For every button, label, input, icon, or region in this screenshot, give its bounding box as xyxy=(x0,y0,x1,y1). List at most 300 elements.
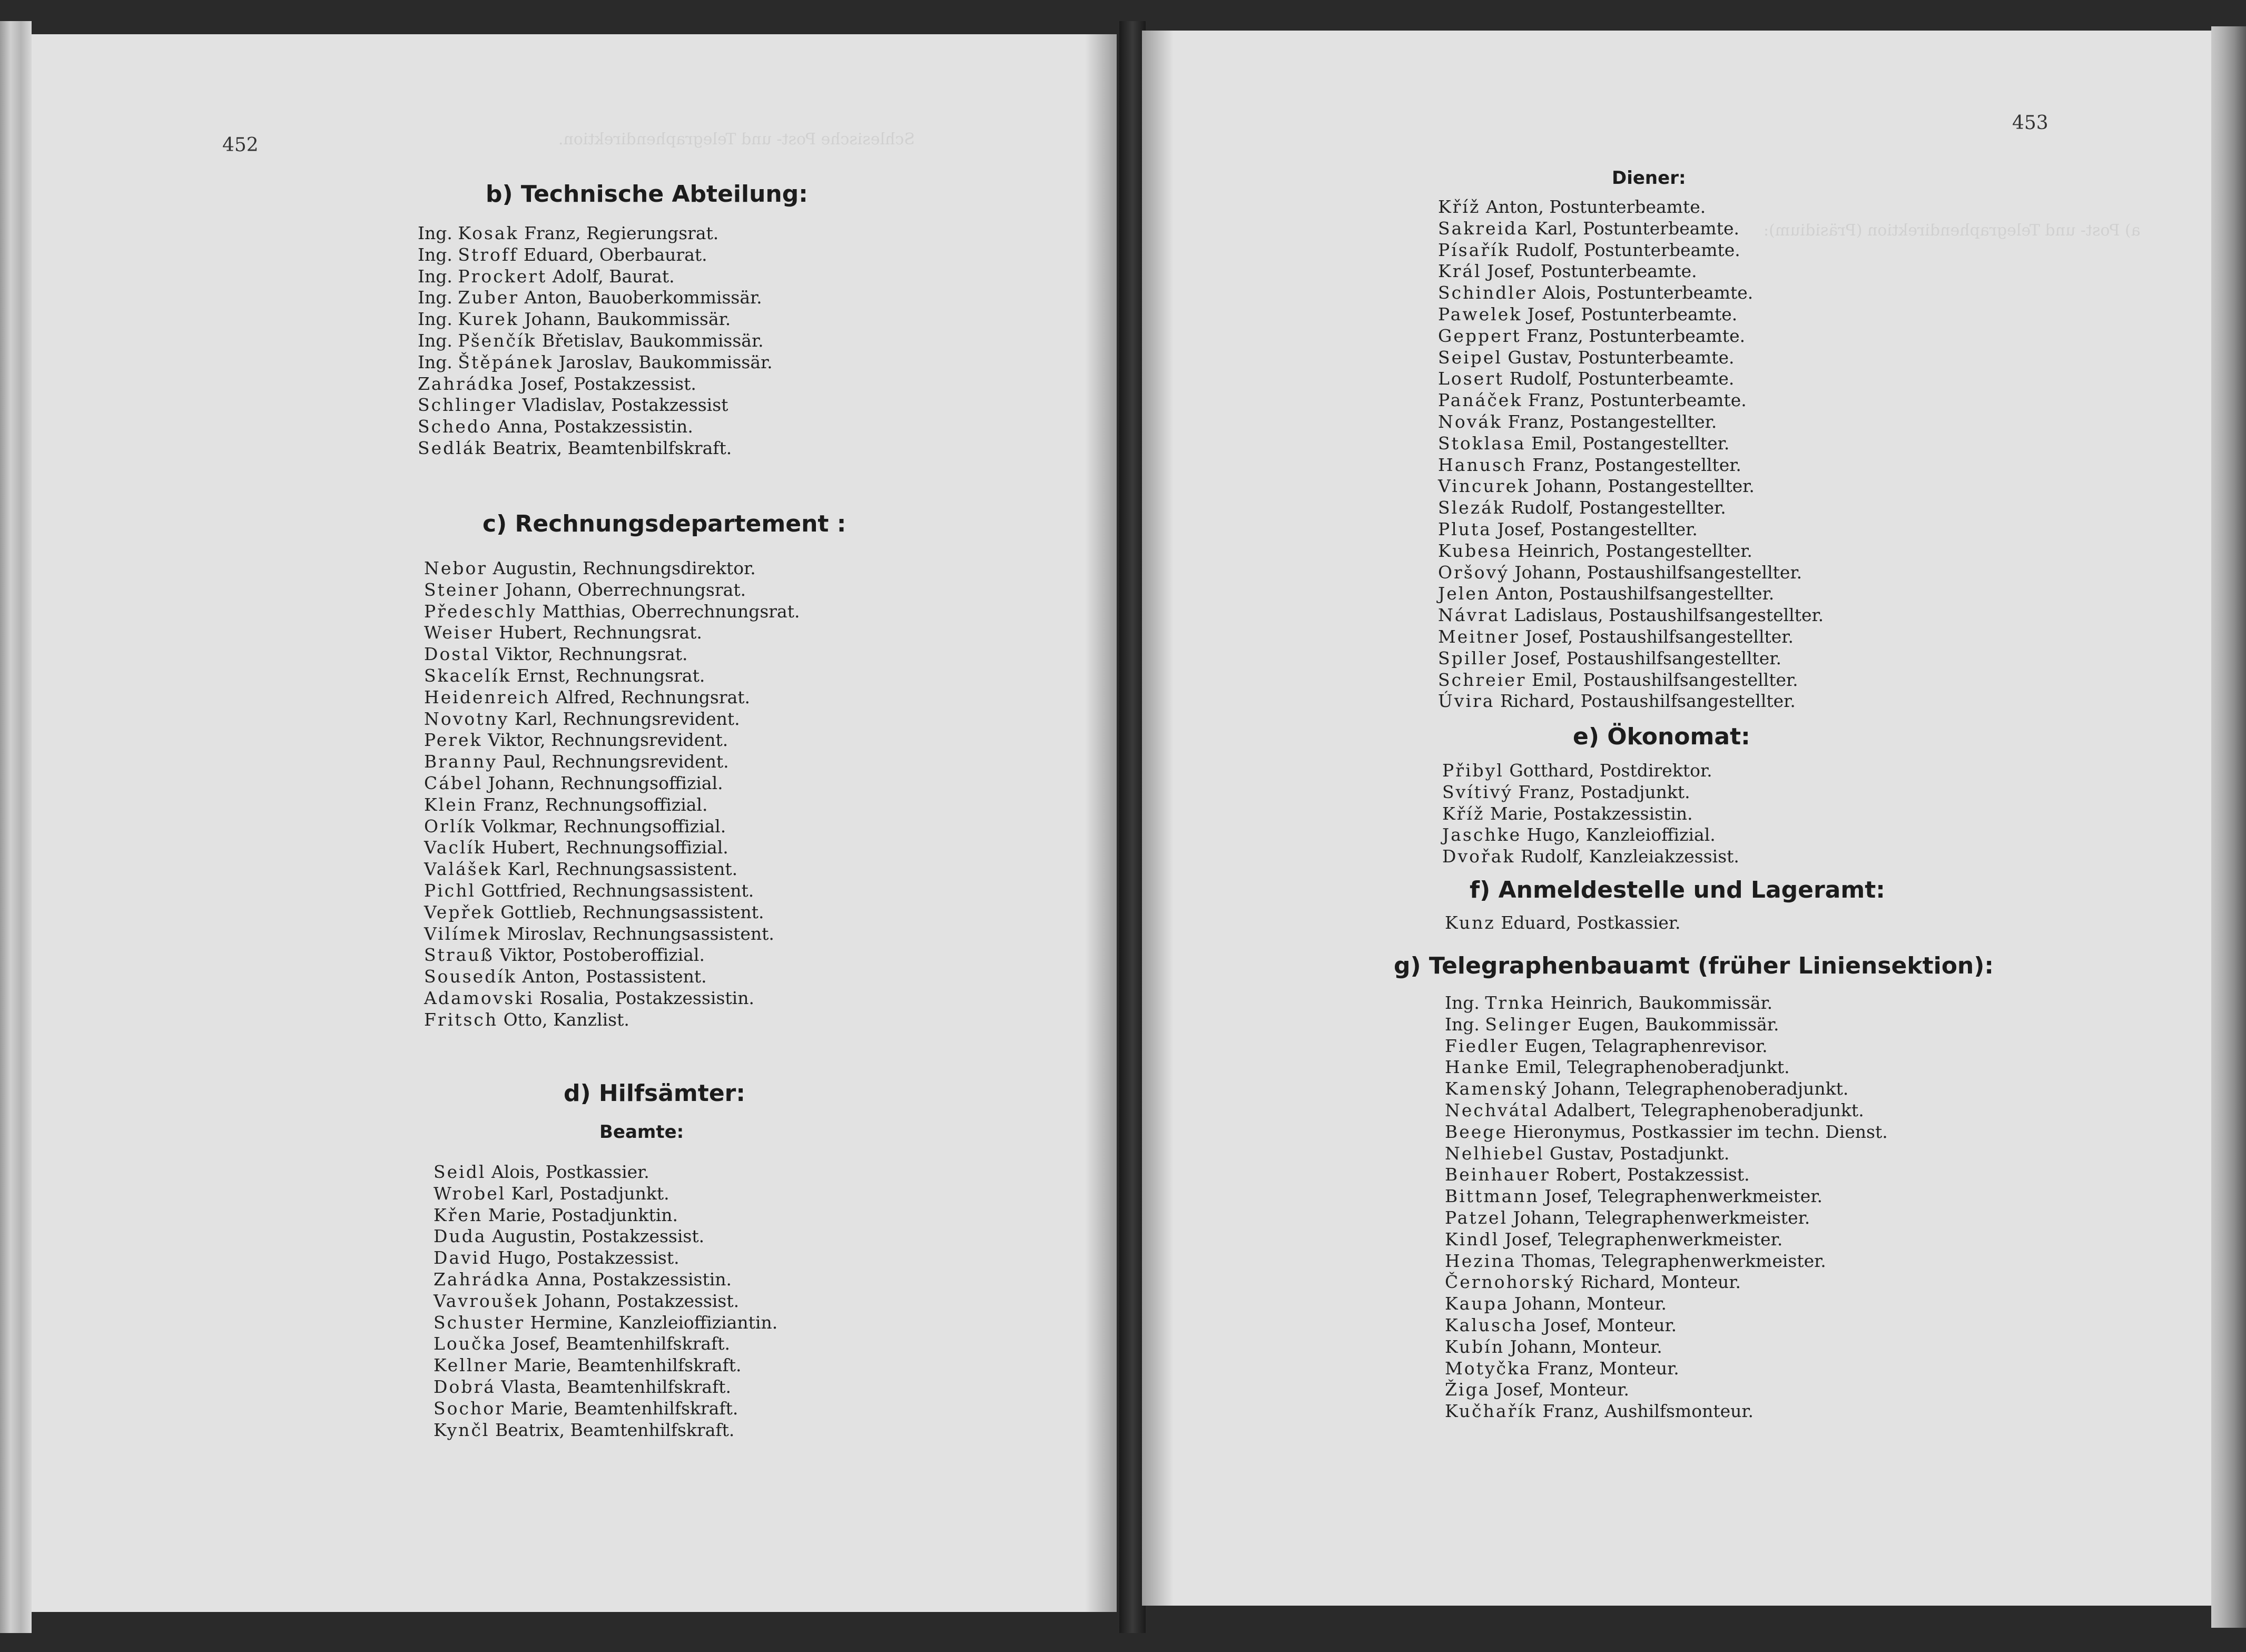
entry-details: Karl, Rechnungsassistent. xyxy=(507,859,738,880)
list-item xyxy=(424,687,800,709)
entry-details: Jaroslav, Baukommissär. xyxy=(558,351,773,372)
list-item xyxy=(1438,605,1824,626)
entry-details: Franz, Monteur. xyxy=(1537,1358,1679,1379)
entry-details: Johann, Telegraphenwerkmeister. xyxy=(1513,1207,1810,1228)
entry-details: Johann, Postangestellter. xyxy=(1535,476,1755,497)
entry-name: Meitner xyxy=(1438,626,1520,647)
list-item xyxy=(1445,1057,1888,1078)
list-item xyxy=(1445,1186,1888,1207)
entry-details: Robert, Postakzessist. xyxy=(1555,1164,1750,1185)
list-item xyxy=(418,309,773,330)
list-item xyxy=(1445,1164,1888,1186)
list-item xyxy=(1445,1036,1888,1057)
entry-name: Beege xyxy=(1445,1121,1508,1142)
list-item xyxy=(1445,1379,1888,1401)
book-edge-right xyxy=(2211,26,2246,1628)
entry-name: Beinhauer xyxy=(1445,1164,1551,1185)
entry-name: Panáček xyxy=(1438,390,1523,411)
entry-name: Jaschke xyxy=(1442,824,1522,845)
entry-details: Marie, Postakzessistin. xyxy=(1490,803,1693,824)
entry-details: Josef, Monteur. xyxy=(1543,1314,1677,1335)
entry-details: Franz, Regierungsrat. xyxy=(524,223,719,243)
entry-details: Josef, Postunterbeamte. xyxy=(1527,303,1738,324)
list-item xyxy=(424,945,800,966)
entry-details: Alois, Postkassier. xyxy=(491,1162,649,1182)
entry-name: Steiner xyxy=(424,579,500,600)
entry-name: Seipel xyxy=(1438,347,1502,368)
list-item xyxy=(1445,1229,1888,1251)
entry-details: Richard, Postaushilfsangestellter. xyxy=(1500,691,1796,712)
entry-name: Vaclík xyxy=(424,837,487,858)
entry-name: Patzel xyxy=(1445,1207,1508,1228)
list-item xyxy=(1445,1122,1888,1143)
entry-name: Klein xyxy=(424,794,478,815)
entry-name: Kynčl xyxy=(434,1419,490,1440)
entry-details: Volkmar, Rechnungsoffizial. xyxy=(481,815,726,837)
list-item xyxy=(1438,519,1824,540)
entry-name: Svítivý xyxy=(1442,781,1513,802)
book-edge-left xyxy=(0,21,32,1633)
list-item xyxy=(434,1312,777,1334)
entry-prefix: Ing. xyxy=(418,266,452,287)
list-item xyxy=(424,1009,800,1031)
entry-name: Schreier xyxy=(1438,669,1526,690)
list-item xyxy=(1445,992,1888,1014)
entry-details: Gottlieb, Rechnungsassistent. xyxy=(500,901,764,922)
entry-name: Fritsch xyxy=(424,1009,498,1030)
list-item xyxy=(1438,455,1824,476)
list-item xyxy=(418,330,773,352)
list-item xyxy=(1438,261,1824,282)
list-item xyxy=(424,880,800,902)
entry-details: Heinrich, Baukommissär. xyxy=(1550,992,1773,1013)
list-item xyxy=(418,266,773,288)
entry-details: Thomas, Telegraphenwerkmeister. xyxy=(1521,1250,1826,1271)
list-item xyxy=(1438,411,1824,433)
entry-details: Johann, Postaushilfsangestellter. xyxy=(1514,562,1802,583)
entry-name: Schlinger xyxy=(418,395,517,416)
section-heading-oekonomat: e) Ökonomat: xyxy=(1573,723,1750,750)
section-heading-diener: Diener: xyxy=(1612,168,1686,189)
entry-details: Miroslav, Rechnungsassistent. xyxy=(507,923,774,944)
entry-name: Strauß xyxy=(424,945,494,966)
section-heading-rechnungsdepartement: c) Rechnungsdepartement : xyxy=(482,510,846,537)
entry-list-diener xyxy=(1438,196,1824,712)
list-item xyxy=(1445,1401,1888,1422)
entry-details: Beatrix, Beamtenhilfskraft. xyxy=(495,1419,735,1440)
entry-name: Hanke xyxy=(1445,1057,1511,1078)
entry-list-hilfsaemter xyxy=(434,1162,777,1441)
list-item xyxy=(1438,691,1824,712)
entry-details: Marie, Beamtenhilfskraft. xyxy=(510,1398,738,1419)
entry-name: Úvira xyxy=(1438,691,1495,712)
entry-details: Richard, Monteur. xyxy=(1580,1272,1741,1293)
list-item xyxy=(1438,648,1824,670)
entry-details: Ernst, Rechnungsrat. xyxy=(516,665,705,686)
entry-details: Gustav, Postunterbeamte. xyxy=(1508,347,1735,368)
entry-name: Návrat xyxy=(1438,605,1509,626)
entry-name: Nelhiebel xyxy=(1445,1143,1544,1164)
entry-details: Beatrix, Beamtenbilfskraft. xyxy=(492,437,732,458)
entry-name: Vepřek xyxy=(424,901,495,922)
entry-name: Cábel xyxy=(424,772,483,793)
entry-name: Schuster xyxy=(434,1312,525,1333)
bleed-through-shadow: Schlesische Post- und Telegraphendirektion. xyxy=(558,130,915,149)
list-item xyxy=(418,223,773,244)
section-heading-anmeldestelle: f) Anmeldestelle und Lageramt: xyxy=(1470,877,1885,903)
entry-name: Jelen xyxy=(1438,583,1491,604)
left-page xyxy=(32,34,1117,1612)
entry-details: Eugen, Telagraphenrevisor. xyxy=(1524,1035,1768,1056)
entry-name: Kříž xyxy=(1438,196,1481,217)
entry-prefix: Ing. xyxy=(418,351,452,372)
entry-details: Johann, Baukommissär. xyxy=(524,309,731,330)
entry-name: Sochor xyxy=(434,1398,505,1419)
left-page-gutter-shadow xyxy=(1085,34,1117,1612)
list-item xyxy=(1438,304,1824,326)
entry-details: Josef, Telegraphenwerkmeister. xyxy=(1504,1228,1783,1250)
entry-details: Hugo, Postakzessist. xyxy=(497,1247,679,1268)
entry-details: Anna, Postakzessistin. xyxy=(497,416,693,437)
entry-list-oekonomat xyxy=(1442,760,1739,868)
list-item xyxy=(424,709,800,730)
entry-details: Adolf, Baurat. xyxy=(552,266,675,287)
entry-name: Branny xyxy=(424,751,497,772)
entry-name: Kosak xyxy=(458,223,519,243)
entry-list-telegraphenbauamt xyxy=(1445,992,1888,1422)
entry-details: Josef, Beamtenhilfskraft. xyxy=(512,1333,730,1354)
right-page-gutter-shadow xyxy=(1142,31,1174,1606)
entry-name: Král xyxy=(1438,261,1482,282)
entry-name: Kamenský xyxy=(1445,1078,1548,1099)
entry-name: Nechvátal xyxy=(1445,1099,1549,1120)
entry-details: Josef, Postangestellter. xyxy=(1497,518,1698,539)
list-item xyxy=(1445,1143,1888,1165)
entry-details: Anton, Bauoberkommissär. xyxy=(524,287,762,308)
entry-details: Anton, Postaushilfsangestellter. xyxy=(1495,583,1775,604)
entry-details: Heinrich, Postangestellter. xyxy=(1517,540,1752,561)
list-item xyxy=(434,1376,777,1398)
entry-name: Weiser xyxy=(424,622,494,643)
entry-details: Franz, Postadjunkt. xyxy=(1518,781,1690,802)
list-item xyxy=(424,622,800,644)
entry-name: Pawelek xyxy=(1438,303,1522,324)
bleed-through-shadow: a) Post- und Telegraphendirektion (Präsidium): xyxy=(1764,221,2141,240)
list-item xyxy=(424,601,800,623)
list-item xyxy=(434,1333,777,1355)
list-item xyxy=(1445,1358,1888,1380)
entry-details: Josef, Postakzessist. xyxy=(520,373,696,394)
list-item xyxy=(434,1420,777,1441)
entry-details: Vlasta, Beamtenhilfskraft. xyxy=(501,1376,732,1397)
list-item xyxy=(1445,1315,1888,1336)
list-item xyxy=(434,1162,777,1183)
entry-details: Rosalia, Postakzessistin. xyxy=(539,987,754,1008)
entry-name: Žiga xyxy=(1445,1379,1491,1400)
list-item xyxy=(1438,497,1824,519)
list-item xyxy=(1438,562,1824,584)
list-item xyxy=(1442,760,1739,782)
entry-details: Josef, Postaushilfsangestellter. xyxy=(1525,626,1794,647)
list-item xyxy=(424,837,800,859)
list-item xyxy=(1438,326,1824,347)
entry-details: Matthias, Oberrechnungsrat. xyxy=(542,601,800,622)
entry-name: Schedo xyxy=(418,416,492,437)
list-item xyxy=(1438,196,1824,218)
list-item xyxy=(1438,282,1824,304)
entry-name: Pichl xyxy=(424,880,476,901)
entry-details: Gotthard, Postdirektor. xyxy=(1509,760,1712,781)
list-item xyxy=(424,902,800,923)
entry-details: Hugo, Kanzleioffizial. xyxy=(1526,824,1716,845)
list-item xyxy=(1445,912,1681,934)
entry-name: Sousedík xyxy=(424,966,517,987)
entry-prefix: Ing. xyxy=(1445,992,1480,1013)
entry-name: Hezina xyxy=(1445,1250,1516,1271)
entry-name: Oršový xyxy=(1438,562,1509,583)
entry-details: Hubert, Rechnungsrat. xyxy=(499,622,702,643)
list-item xyxy=(1438,368,1824,390)
entry-details: Johann, Oberrechnungsrat. xyxy=(505,579,746,600)
list-item xyxy=(1442,803,1739,825)
entry-details: Josef, Monteur. xyxy=(1495,1379,1629,1400)
entry-name: Černohorský xyxy=(1445,1272,1575,1293)
entry-prefix: Ing. xyxy=(418,287,452,308)
list-item xyxy=(418,416,773,438)
entry-name: Wrobel xyxy=(434,1183,506,1204)
section-heading-technische-abteilung: b) Technische Abteilung: xyxy=(486,181,808,208)
entry-name: Duda xyxy=(434,1226,487,1247)
page-number: 453 xyxy=(2012,112,2048,134)
entry-details: Emil, Postaushilfsangestellter. xyxy=(1532,669,1798,690)
list-item xyxy=(1445,1293,1888,1315)
entry-details: Marie, Beamtenhilfskraft. xyxy=(514,1355,742,1376)
entry-name: Slezák xyxy=(1438,497,1505,518)
entry-details: Viktor, Postoberoffizial. xyxy=(499,945,705,966)
list-item xyxy=(434,1269,777,1291)
entry-name: Orlík xyxy=(424,815,476,837)
list-item xyxy=(1445,1014,1888,1036)
entry-details: Alfred, Rechnungsrat. xyxy=(555,686,751,707)
entry-prefix: Ing. xyxy=(418,244,452,265)
entry-name: Kurek xyxy=(458,309,519,330)
entry-details: Viktor, Rechnungsrevident. xyxy=(488,730,728,751)
list-item xyxy=(424,558,800,579)
entry-details: Paul, Rechnungsrevident. xyxy=(503,751,729,772)
entry-name: Prockert xyxy=(458,266,547,287)
entry-details: Vladislav, Postakzessist xyxy=(522,395,728,416)
list-item xyxy=(418,244,773,266)
entry-name: Zahrádka xyxy=(418,373,515,394)
entry-details: Marie, Postadjunktin. xyxy=(488,1204,678,1225)
entry-name: Kaupa xyxy=(1445,1293,1509,1314)
list-item xyxy=(424,730,800,751)
entry-name: Stroff xyxy=(458,244,518,265)
entry-details: Eugen, Baukommissär. xyxy=(1577,1014,1779,1035)
list-item xyxy=(1438,476,1824,497)
entry-name: Vilímek xyxy=(424,923,501,944)
entry-name: Bittmann xyxy=(1445,1186,1539,1207)
entry-details: Johann, Rechnungsoffizial. xyxy=(488,772,723,793)
section-heading-hilfsaemter: d) Hilfsämter: xyxy=(564,1080,745,1107)
entry-details: Johann, Telegraphenoberadjunkt. xyxy=(1553,1078,1849,1099)
entry-name: Hanusch xyxy=(1438,454,1527,475)
section-heading-telegraphenbauamt: g) Telegraphenbauamt (früher Liniensektion): xyxy=(1394,952,1994,979)
entry-details: Josef, Postunterbeamte. xyxy=(1487,261,1697,282)
entry-name: Kubesa xyxy=(1438,540,1512,561)
list-item xyxy=(1442,824,1739,846)
entry-name: Dvořak xyxy=(1442,846,1515,867)
entry-details: Eduard, Postkassier. xyxy=(1501,912,1681,933)
entry-details: Rudolf, Kanzleiakzessist. xyxy=(1520,846,1739,867)
entry-details: Johann, Monteur. xyxy=(1510,1336,1662,1357)
entry-name: Křen xyxy=(434,1204,483,1225)
entry-details: Johann, Monteur. xyxy=(1514,1293,1667,1314)
list-item xyxy=(1445,1272,1888,1293)
entry-name: Motyčka xyxy=(1445,1358,1532,1379)
entry-name: Vincurek xyxy=(1438,476,1530,497)
entry-details: Hubert, Rechnungsoffizial. xyxy=(491,837,728,858)
list-item xyxy=(418,373,773,395)
list-item xyxy=(434,1291,777,1312)
list-item xyxy=(424,751,800,773)
entry-name: Vavroušek xyxy=(434,1290,539,1311)
entry-details: Anton, Postassistent. xyxy=(522,966,707,987)
entry-details: Břetislav, Baukommissär. xyxy=(541,330,764,351)
list-item xyxy=(424,773,800,794)
entry-name: Losert xyxy=(1438,368,1504,389)
list-item xyxy=(1438,218,1824,240)
entry-name: Pšenčík xyxy=(458,330,537,351)
entry-list-anmeldestelle xyxy=(1445,912,1681,934)
entry-details: Gottfried, Rechnungsassistent. xyxy=(481,880,754,901)
entry-details: Karl, Postunterbeamte. xyxy=(1534,218,1739,239)
list-item xyxy=(424,816,800,838)
entry-list-rechnungsdepartement xyxy=(424,558,800,1031)
entry-name: Kindl xyxy=(1445,1228,1500,1250)
entry-name: Stoklasa xyxy=(1438,432,1526,454)
list-item xyxy=(1438,626,1824,648)
entry-name: Seidl xyxy=(434,1162,486,1182)
list-item xyxy=(424,665,800,687)
entry-details: Emil, Telegraphenoberadjunkt. xyxy=(1515,1057,1790,1078)
entry-name: Kunz xyxy=(1445,912,1495,933)
list-item xyxy=(1445,1100,1888,1122)
entry-details: Franz, Aushilfsmonteur. xyxy=(1542,1401,1754,1422)
entry-name: Písařík xyxy=(1438,239,1510,260)
entry-name: Skacelík xyxy=(424,665,511,686)
entry-name: Zahrádka xyxy=(434,1268,531,1290)
entry-details: Rudolf, Postunterbeamte. xyxy=(1515,239,1740,260)
entry-details: Viktor, Rechnungsrat. xyxy=(495,644,688,665)
entry-details: Emil, Postangestellter. xyxy=(1531,432,1730,454)
entry-name: Přibyl xyxy=(1442,760,1504,781)
entry-name: Sedlák xyxy=(418,437,487,458)
entry-name: Sakreida xyxy=(1438,218,1529,239)
entry-name: Pluta xyxy=(1438,518,1492,539)
entry-details: Franz, Postunterbeamte. xyxy=(1528,390,1747,411)
list-item xyxy=(1445,1336,1888,1358)
entry-details: Adalbert, Telegraphenoberadjunkt. xyxy=(1554,1099,1864,1120)
entry-name: Loučka xyxy=(434,1333,507,1354)
list-item xyxy=(1438,583,1824,605)
list-item xyxy=(434,1398,777,1420)
entry-name: Schindler xyxy=(1438,282,1538,303)
entry-details: Josef, Telegraphenwerkmeister. xyxy=(1544,1186,1823,1207)
entry-details: Karl, Rechnungsrevident. xyxy=(514,708,740,729)
entry-details: Gustav, Postadjunkt. xyxy=(1550,1143,1730,1164)
entry-name: Štěpánek xyxy=(458,351,554,372)
page-number: 452 xyxy=(222,134,259,156)
entry-name: Kaluscha xyxy=(1445,1314,1538,1335)
entry-details: Augustin, Rechnungsdirektor. xyxy=(492,558,756,578)
entry-name: Novák xyxy=(1438,411,1503,432)
list-item xyxy=(434,1205,777,1226)
entry-details: Franz, Postunterbeamte. xyxy=(1526,325,1746,346)
entry-details: Rudolf, Postunterbeamte. xyxy=(1509,368,1735,389)
entry-details: Anton, Postunterbeamte. xyxy=(1485,196,1706,217)
right-page xyxy=(1142,31,2211,1606)
entry-details: Anna, Postakzessistin. xyxy=(536,1268,732,1290)
entry-name: Kubín xyxy=(1445,1336,1505,1357)
list-item xyxy=(424,644,800,665)
entry-name: Předeschly xyxy=(424,601,537,622)
entry-prefix: Ing. xyxy=(1445,1014,1480,1035)
list-item xyxy=(424,988,800,1009)
entry-name: Novotny xyxy=(424,708,509,729)
list-item xyxy=(1442,782,1739,803)
entry-details: Franz, Rechnungsoffizial. xyxy=(483,794,708,815)
entry-name: Dostal xyxy=(424,644,490,665)
entry-details: Ladislaus, Postaushilfsangestellter. xyxy=(1514,605,1824,626)
list-item xyxy=(1442,846,1739,868)
list-item xyxy=(1438,540,1824,562)
entry-name: Selinger xyxy=(1485,1014,1572,1035)
entry-prefix: Ing. xyxy=(418,309,452,330)
list-item xyxy=(434,1183,777,1205)
list-item xyxy=(1438,433,1824,455)
list-item xyxy=(1438,670,1824,691)
entry-details: Eduard, Oberbaurat. xyxy=(523,244,707,265)
list-item xyxy=(1445,1207,1888,1229)
entry-details: Karl, Postadjunkt. xyxy=(511,1183,669,1204)
entry-name: Fiedler xyxy=(1445,1035,1519,1056)
list-item xyxy=(424,923,800,945)
list-item xyxy=(424,859,800,880)
list-item xyxy=(1445,1251,1888,1272)
list-item xyxy=(424,966,800,988)
entry-details: Franz, Postangestellter. xyxy=(1532,454,1741,475)
entry-name: Perek xyxy=(424,730,482,751)
list-item xyxy=(418,352,773,373)
list-item xyxy=(424,794,800,816)
entry-name: Trnka xyxy=(1485,992,1545,1013)
entry-details: Hieronymus, Postkassier im techn. Dienst. xyxy=(1513,1121,1888,1142)
entry-details: Augustin, Postakzessist. xyxy=(492,1226,705,1247)
entry-details: Rudolf, Postangestellter. xyxy=(1511,497,1726,518)
list-item xyxy=(1445,1078,1888,1100)
entry-name: Kellner xyxy=(434,1355,508,1376)
list-item xyxy=(424,579,800,601)
entry-name: Spiller xyxy=(1438,647,1508,668)
entry-name: Heidenreich xyxy=(424,686,550,707)
list-item xyxy=(418,287,773,309)
entry-details: Alois, Postunterbeamte. xyxy=(1542,282,1754,303)
entry-details: Johann, Postakzessist. xyxy=(544,1290,740,1311)
entry-details: Otto, Kanzlist. xyxy=(503,1009,629,1030)
entry-list-technische-abteilung xyxy=(418,223,773,459)
entry-name: Dobrá xyxy=(434,1376,496,1397)
